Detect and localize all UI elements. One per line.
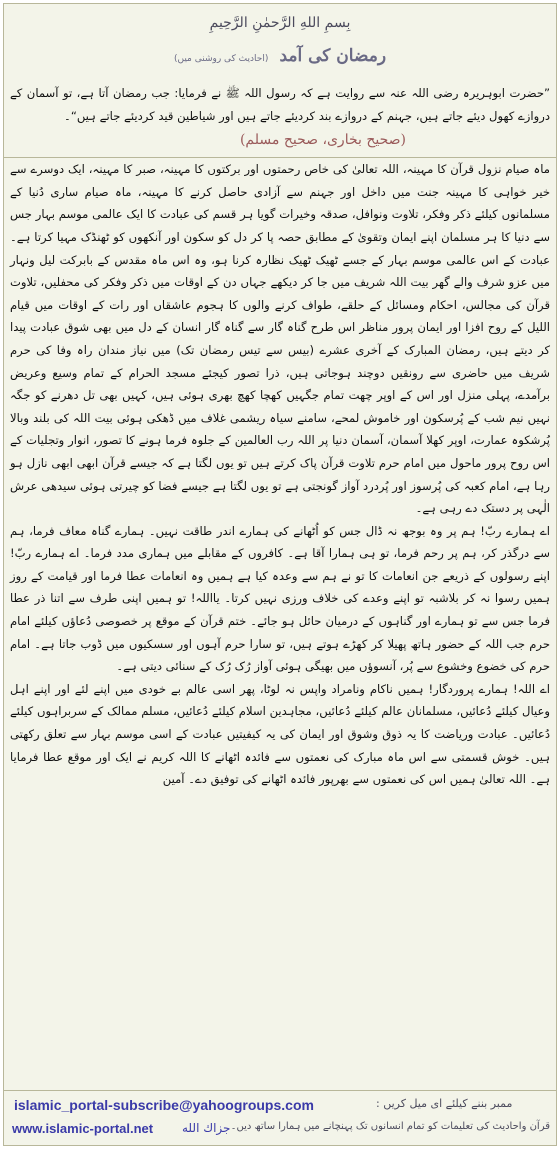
page-title: رمضان کی آمد <box>279 46 387 66</box>
paragraph-prayer: اے ہمارے ربّ! ہم پر وہ بوجھ نہ ڈال جس کو اُٹھانے کی ہمارے اندر طاقت نہیں۔ ہمارے گناہ معاف فرما، ہم سے درگذر کر، ہم پر رحم فرما، تو ہی ہمارا آقا ہے۔ کافروں کے مقابلے میں ہماری مدد فرما۔ اے ہمارے ربّ! اپنے رسولوں کے ذریعے جن انعامات کا تو نے ہم سے وعدہ کیا ہے ہمیں وہ انعامات عطا فرما اور قیامت کے روز ہمیں رسوا نہ کر بلاشبہ تو اپنے وعدے کی خلاف ورزی نہیں کرتا۔ یااللہ! تو ہمیں اپنی طرف سے اتنا ذر عطا فرما جس سے تو ہمارے اور گناہوں کے درمیان حائل ہو جائے۔ ختم قرآن کے موقع پر خصوصی دُعاؤں کیلئے امام حرم جب اللہ کے حضور ہاتھ پھیلا کر کھڑے ہوتے ہیں، تو سارا حرم آہوں اور سسکیوں میں ڈوب جاتا ہے۔ امام حرم کی خضوع وخشوع سے پُر، آنسوؤں میں بھیگی ہوئی آواز رُک رُک کے سنائی دیتی ہے۔ <box>10 523 550 674</box>
article-page <box>3 3 557 1146</box>
bismillah-heading: بِسمِ اللهِ الرَّحمٰنِ الرَّحِيمِ <box>209 15 351 31</box>
footer-subscribe-row <box>4 1091 556 1117</box>
paragraph-intro: ماہ صیام نزول قرآن کا مہینہ، اللہ تعالیٰ کی خاص رحمتوں اور برکتوں کا مہینہ، صبر کا مہینہ، ایک دوسرے سے خیر خواہی کا مہینہ جنت میں داخل اور جہنم سے آزادی حاصل کرنے کا مہینہ، ماہ صیام ساری دُنیا کے مسلمانوں کیلئے ذکر وفکر، تلاوت ونوافل، صدقہ وخیرات گویا ہر قسم کی عبادت کا ایک عالمی موسم بہار جس سے دنیا کا ہر مسلمان اپنے ایمان وتقویٰ کے مطابق حصہ پا کر دل کو سکون اور آنکھوں کو ٹھنڈک مہیا کرتا ہے۔ عبادت کے اس عالمی موسم بہار کے جسے ٹھیک ٹھیک نظارہ کرنا ہو، وہ اس ماہ مقدس کے بابرکت لیل ونہار میں عزو شرف والے گھر بیت اللہ شریف میں جا کر دیکھے جہاں دن کے اوقات میں ذکر وفکر کی محفلیں، تلاوت قرآن کی مجالس، احکام ومسائل کے حلقے، طواف کرنے والوں کا ہجوم عاشقاں اور رات کے اوقات میں قیام اللیل کے روح افزا اور ایمان پرور مناظر اس طرح گناہ گار سے گناہ گار انسان کے دل میں بھی شوق عبادت پیدا کر دیتے ہیں، رمضان المبارک کے آخری عشرے (بیس سے تیس رمضان تک) میں نیاز مندان راہ وفا کی حرم شریف میں حاضری سے رونقیں دوچند ہوجاتی ہیں، ذرا تصور کیجئے مسجد الحرام کے تمام وسیع وعریض برآمدے، پہلی منزل اور اس کے اوپر چھت تمام جگہیں کھچا کھچ بھری ہوئی ہیں، کہیں بھی تل دھرنے کو جگہ نہیں نیم شب کے پُرسکون اور خاموش لمحے، سامنے سیاہ ریشمی غلاف میں ڈھکی ہوئی بیت اللہ کی بلند وبالا پُرشکوہ عمارت، اوپر کھلا آسمان، آسمان دنیا پر اللہ رب العالمین کے جلوہ فرما ہونے کا تصور، انوار وتجلیات کے اس روح پرور ماحول میں امام حرم تلاوت قرآن پاک کرتے ہیں تو یوں لگتا ہے کہ جیسے قرآن ابھی ابھی نازل ہو رہا ہے، امام کعبہ کی پُرسوز اور پُردرد آواز گونجتی ہے تو یوں لگتا ہے جیسے فضا کو چیرتی ہوئی سیدھی عرش الٰہی پر دستک دے رہی ہے۔ <box>10 162 550 516</box>
page-subtitle: (احادیث کی روشنی میں) <box>173 54 269 64</box>
paragraph-closing: اے اللہ! ہمارے پروردگار! ہمیں ناکام ونامراد واپس نہ لوٹا، پھر اسی عالم بے خودی میں اپنے لئے اور اپنے اہل وعیال کیلئے دُعائیں، مسلمانان عالم کیلئے دُعائیں، مجاہدین اسلام کیلئے دُعائیں، مسلم ممالک کے سربراہوں کیلئے دُعائیں۔ عبادت وریاضت کا یہ ذوق وشوق اور ایمان کی یہ کیفیتیں عبادت کے اسی موسم بہار سے تعلق رکھتی ہیں۔ خوش قسمتی سے اس ماہ مبارک کی نعمتوں سے فائدہ اٹھانے کا اللہ کریم نے ایک اور موقع عطا فرمایا ہے۔ اللہ تعالیٰ ہمیں اس کی نعمتوں سے بھرپور فائدہ اٹھانے کی توفیق دے۔ آمین <box>10 681 550 787</box>
hadith-text: ”حضرت ابوہریرہ رضی اللہ عنہ سے روایت ہے کہ رسول اللہ ﷺ نے فرمایا: جب رمضان آتا ہے، تو آسمان کے دروازے کھول دیئے جاتے ہیں، جہنم کے دروازے بند کردیئے جاتے ہیں اور شیاطین قید کردیئے جاتے ہیں“۔ <box>10 86 550 123</box>
subscribe-email-link[interactable]: islamic_portal-subscribe@yahoogroups.com <box>14 1097 314 1113</box>
website-link[interactable]: www.islamic-portal.net <box>12 1121 154 1136</box>
title-row <box>4 45 556 70</box>
thanks-text: جزاك الله <box>182 1121 231 1135</box>
footer-tagline: قرآن واحادیث کی تعلیمات کو تمام انسانوں تک پہنچانے میں ہمارا ساتھ دیں۔ <box>230 1121 550 1132</box>
footer <box>4 1090 556 1145</box>
article-header <box>4 4 556 70</box>
subscribe-label: ممبر بننے کیلئے ای میل کریں : <box>376 1097 513 1110</box>
hadith-reference: (صحیح بخاری، صحیح مسلم) <box>239 132 406 149</box>
footer-site-row <box>4 1117 556 1143</box>
